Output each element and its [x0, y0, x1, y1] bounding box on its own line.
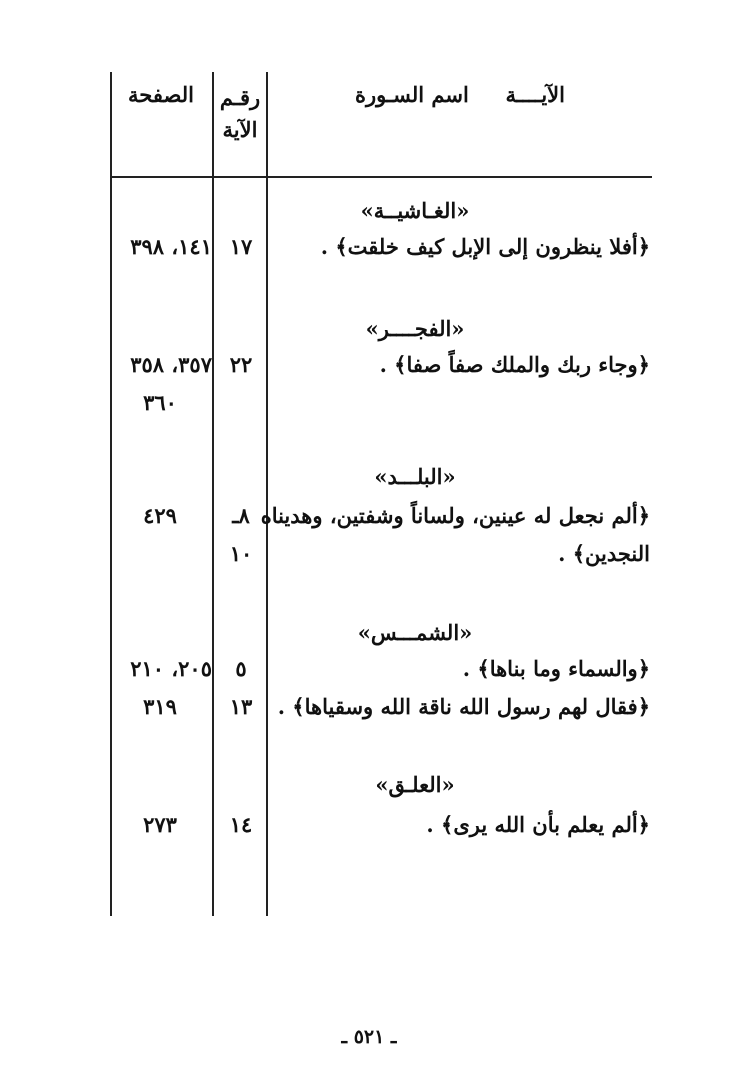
verse-text: ﴿والسماء وما بناها﴾ . — [462, 656, 650, 681]
column-divider-middle — [212, 72, 214, 916]
verse-number: ٢٢ — [229, 352, 253, 377]
header-number-line1: رقـم — [219, 85, 261, 110]
verse-text-continued: النجدين﴾ . — [558, 541, 650, 566]
verse-number: ١٧ — [229, 234, 253, 259]
surah-title: «الفجــــر» — [365, 316, 465, 341]
surah-title: «الشمـــس» — [357, 620, 473, 645]
page-refs: ١٤١، ٣٩٨ — [130, 234, 212, 259]
verse-number: ١٣ — [229, 694, 253, 719]
column-divider-right — [266, 72, 268, 916]
verse-text: ﴿ألم نجعل له عينين، ولساناً وشفتين، وهديناه — [260, 503, 650, 528]
verse-number: ٥ — [235, 656, 247, 681]
column-divider-left — [110, 72, 112, 916]
page-number: ـ ٥٢١ ـ — [341, 1026, 397, 1048]
page-refs: ٢٠٥، ٢١٠ — [130, 656, 212, 681]
verse-text: ﴿أفلا ينظرون إلى الإبل كيف خلقت﴾ . — [320, 234, 650, 259]
verse-number: ٨ـ — [232, 503, 250, 528]
verse-text: ﴿وجاء ربك والملك صفاً صفا﴾ . — [379, 352, 650, 377]
page-refs: ٣١٩ — [143, 694, 177, 719]
surah-title: «الغـاشيــة» — [360, 198, 470, 223]
surah-title: «البلـــد» — [374, 464, 456, 489]
page-refs: ٣٥٧، ٣٥٨ — [130, 352, 212, 377]
surah-title: «العلـق» — [375, 772, 455, 797]
verse-text: ﴿ألم يعلم بأن الله يرى﴾ . — [426, 812, 650, 837]
page-refs: ٢٧٣ — [143, 812, 177, 837]
verse-text: ﴿فقال لهم رسول الله ناقة الله وسقياها﴾ . — [277, 694, 650, 719]
page-refs: ٤٢٩ — [143, 503, 177, 528]
header-page: الصفحة — [128, 82, 194, 107]
header-verse-number — [214, 82, 266, 146]
header-number-line2: الآية — [222, 117, 258, 142]
verse-number: ١٤ — [229, 812, 253, 837]
header-rule — [110, 176, 652, 178]
header-ayah-surah — [270, 82, 650, 107]
verse-number-continued: ١٠ — [229, 541, 253, 566]
header-surah: اسم السـورة — [355, 82, 469, 107]
page-refs-continued: ٣٦٠ — [143, 390, 177, 415]
header-ayah: الآيــــة — [505, 82, 565, 107]
